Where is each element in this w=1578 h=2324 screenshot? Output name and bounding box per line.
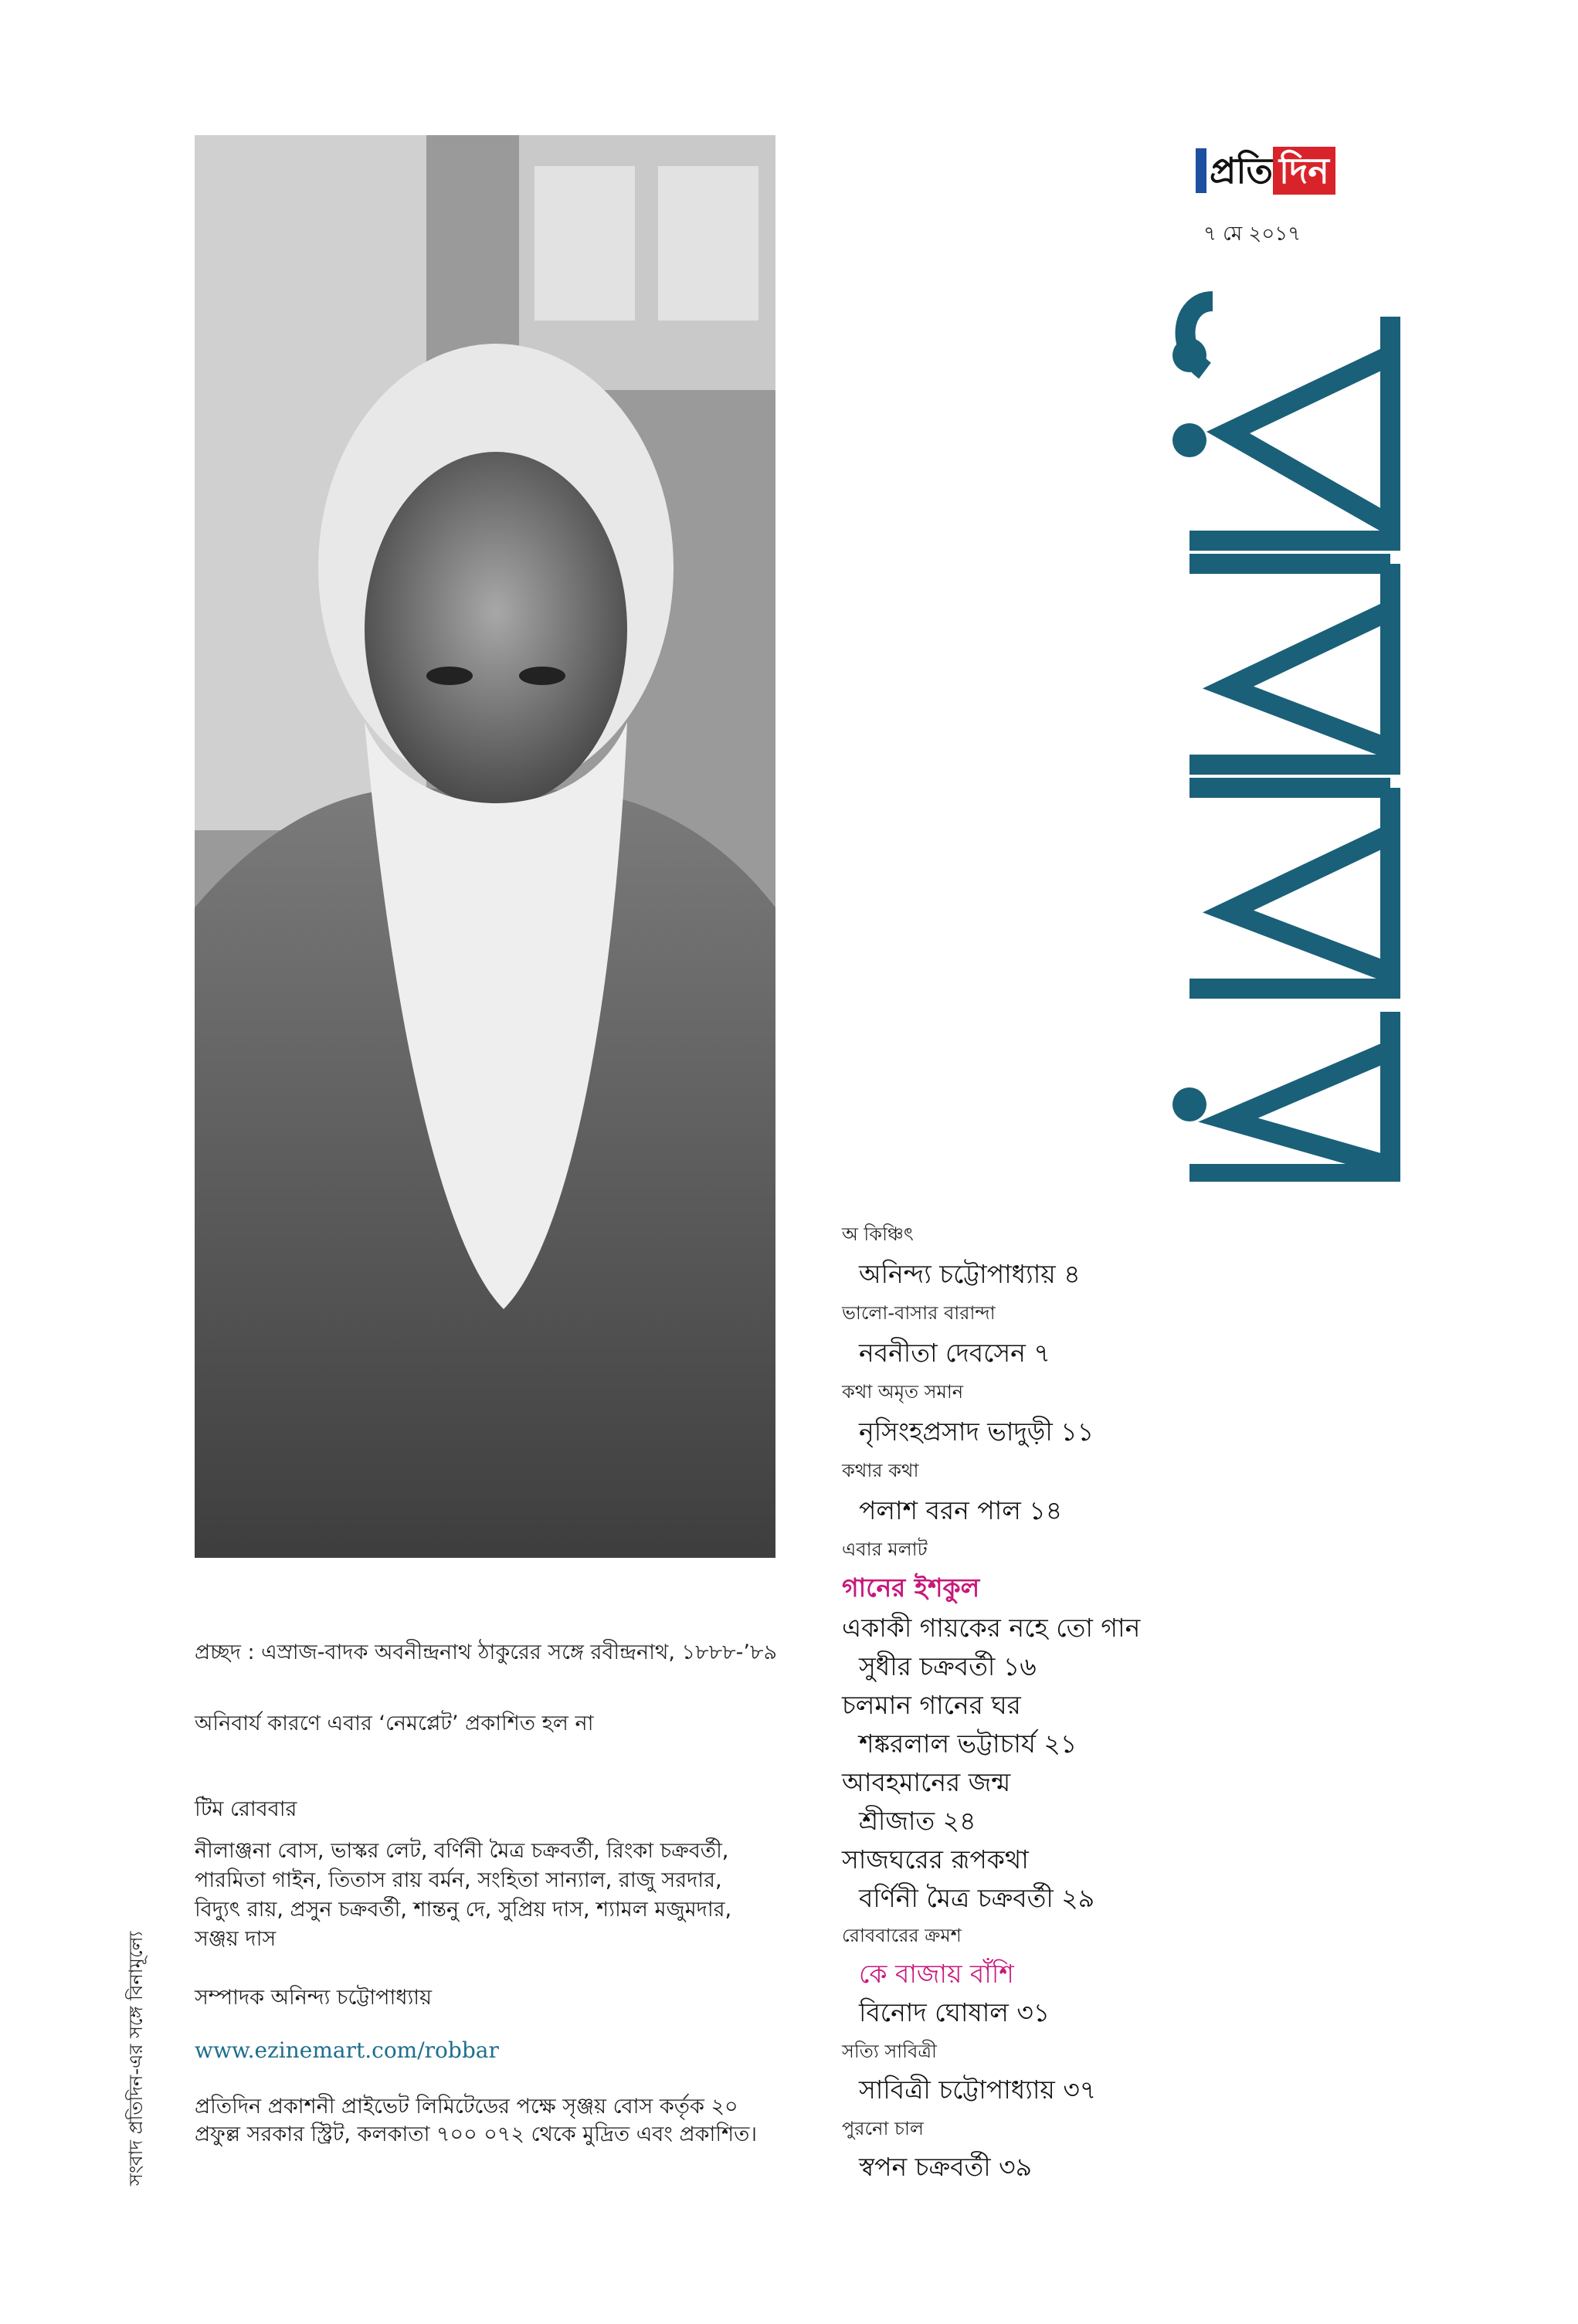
article-title[interactable]: আবহমানের জন্ম xyxy=(842,1767,1011,1797)
serial-section: রোববারের ক্রমশ xyxy=(842,1925,962,1946)
masthead xyxy=(1159,286,1421,1182)
toc-section: কথার কথা xyxy=(842,1460,919,1481)
logo-text-part2: দিন xyxy=(1273,147,1335,195)
cover-photo xyxy=(195,135,775,1558)
cover-story-section: এবার মলাট xyxy=(842,1539,928,1560)
article-author[interactable]: বর্ণিনী মৈত্র চক্রবর্তী ২৯ xyxy=(859,1883,1095,1913)
toc-author[interactable]: স্বপন চক্রবর্তী ৩৯ xyxy=(859,2152,1033,2182)
serial-author[interactable]: বিনোদ ঘোষাল ৩১ xyxy=(859,1997,1050,2027)
serial-title[interactable]: কে বাজায় বাঁশি xyxy=(859,1959,1014,1989)
team-title: টিম রোববার xyxy=(195,1797,297,1821)
article-title[interactable]: চলমান গানের ঘর xyxy=(842,1690,1021,1720)
imprint-text: প্রতিদিন প্রকাশনী প্রাইভেট লিমিটেডের পক্ষে সৃঞ্জয় বোস কর্তৃক ২০ প্রফুল্ল সরকার স্ট্রিট, কলকাতা ৭০০ ০৭২ থেকে মুদ্রিত এবং প্রকাশিত। xyxy=(195,2095,757,2146)
toc-section: অ কিঞ্চিৎ xyxy=(842,1223,914,1245)
newspaper-logo xyxy=(1196,147,1335,195)
notice-text: অনিবার্য কারণে এবার ‘নেমপ্লেট’ প্রকাশিত হল না xyxy=(195,1712,594,1735)
issue-date: ৭ মে ২০১৭ xyxy=(1203,222,1301,246)
website-link[interactable]: www.ezinemart.com/robbar xyxy=(195,2037,499,2063)
article-author[interactable]: সুধীর চক্রবর্তী ১৬ xyxy=(859,1651,1037,1681)
article-title[interactable]: সাজঘরের রূপকথা xyxy=(842,1844,1029,1874)
toc-author[interactable]: পলাশ বরন পাল ১৪ xyxy=(859,1495,1063,1525)
article-author[interactable]: শ্রীজাত ২৪ xyxy=(859,1806,976,1836)
toc-section: সত্যি সাবিত্রী xyxy=(842,2041,937,2062)
toc-author[interactable]: অনিন্দ্য চট্টোপাধ্যায় ৪ xyxy=(859,1259,1081,1289)
toc-section: কথা অমৃত সমান xyxy=(842,1381,964,1403)
cover-caption: প্রচ্ছদ : এস্রাজ-বাদক অবনীন্দ্রনাথ ঠাকুরের সঙ্গে রবীন্দ্রনাথ, ১৮৮৮-’৮৯ xyxy=(195,1640,777,1664)
masthead-wordmark xyxy=(1159,286,1421,1182)
side-note: সংবাদ প্রতিদিন-এর সঙ্গে বিনামূল্যে xyxy=(125,1931,147,2186)
portrait-image xyxy=(195,135,775,1558)
logo-text-part1: প্রতি xyxy=(1210,150,1274,192)
toc-author[interactable]: সাবিত্রী চট্টোপাধ্যায় ৩৭ xyxy=(859,2075,1097,2105)
editor-line: সম্পাদক অনিন্দ্য চট্টোপাধ্যায় xyxy=(195,1986,433,2010)
toc-section: পুরনো চাল xyxy=(842,2118,924,2139)
toc-author[interactable]: নৃসিংহপ্রসাদ ভাদুড়ী ১১ xyxy=(859,1416,1094,1447)
team-members: নীলাঞ্জনা বোস, ভাস্কর লেট, বর্ণিনী মৈত্র চক্রবর্তী, রিংকা চক্রবর্তী, পারমিতা গাইন, তিতাস রায় বর্মন, সংহিতা সান্যাল, রাজু সরদার, বিদ্যুৎ রায়, প্রসুন চক্রবর্তী, শান্তনু দে, সুপ্রিয় দাস, শ্যামল মজুমদার, সঞ্জয় দাস xyxy=(195,1839,732,1951)
cover-story-title[interactable]: গানের ইশকুল xyxy=(842,1573,980,1603)
toc-section: ভালো-বাসার বারান্দা xyxy=(842,1302,996,1324)
toc-author[interactable]: নবনীতা দেবসেন ৭ xyxy=(859,1338,1050,1368)
article-author[interactable]: শঙ্করলাল ভট্টাচার্য ২১ xyxy=(859,1729,1077,1759)
logo-bar-icon xyxy=(1196,148,1206,193)
article-title[interactable]: একাকী গায়কের নহে তো গান xyxy=(842,1613,1141,1643)
